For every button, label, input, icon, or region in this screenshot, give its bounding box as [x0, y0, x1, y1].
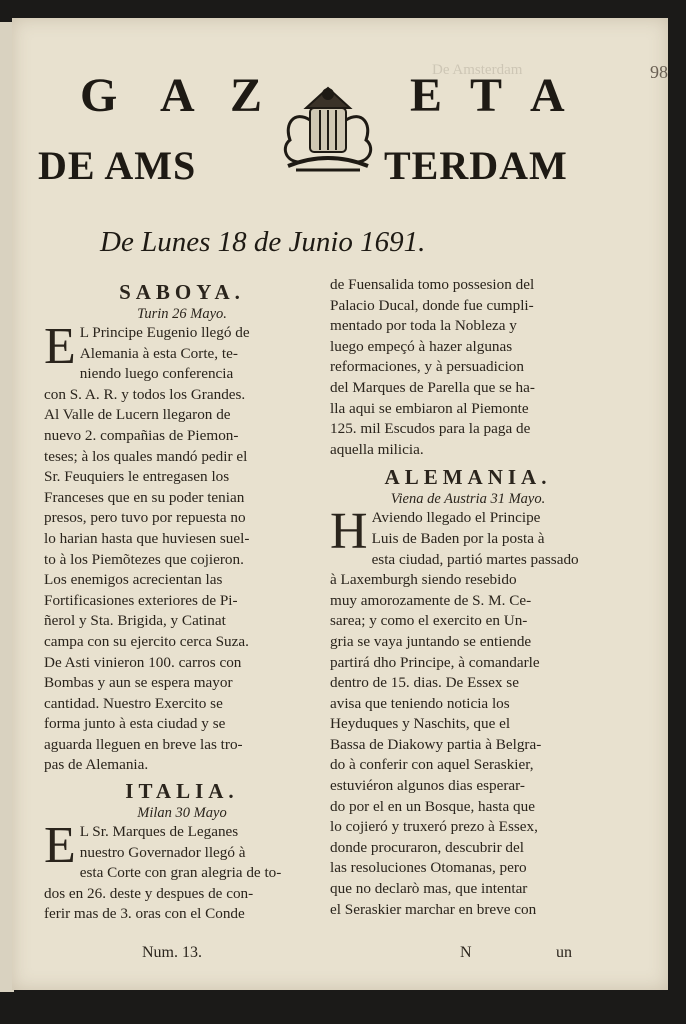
- text-line: pas de Alemania.: [44, 756, 149, 774]
- text-line: donde procuraron, descubrir del: [330, 838, 524, 856]
- article-italia: [44, 817, 320, 925]
- text-line: lla aqui se embiaron al Piemonte: [330, 399, 529, 417]
- masthead-letter: A: [530, 69, 567, 122]
- dateline-viena: Viena de Austria 31 Mayo.: [390, 491, 546, 508]
- text-line: niendo luego conferencia: [79, 365, 234, 383]
- right-column: [330, 275, 606, 920]
- text-line: que no declarò mas, que intentar: [330, 880, 528, 898]
- text-line: muy amorozamente de S. M. Ce-: [330, 591, 532, 609]
- text-line: nuestro Governador llegó à: [79, 843, 246, 861]
- masthead-letter: G: [80, 69, 120, 122]
- text-line: Luis de Baden por la posta à: [371, 529, 545, 547]
- issue-date: De Lunes 18 de Junio 1691.: [100, 226, 426, 258]
- text-line: presos, pero tuvo por repuesta no: [44, 509, 246, 527]
- text-line: to à los Piemõtezes que cojieron.: [44, 550, 244, 568]
- text-line: esta Corte con gran alegria de to-: [79, 864, 282, 882]
- drop-cap: E: [44, 318, 76, 375]
- masthead-right: TERDAM: [384, 143, 568, 188]
- text-line: Bombas y aun se espera mayor: [44, 674, 233, 692]
- text-line: de Fuensalida tomo possesion del: [330, 276, 535, 293]
- text-line: sarea; y como el exercito en Un-: [330, 612, 528, 630]
- text-line: el Seraskier marchar en breve con: [330, 900, 537, 918]
- amsterdam-coat-of-arms-icon: [276, 80, 380, 174]
- text-line: aguarda lleguen en breve las tro-: [44, 735, 243, 753]
- article-saboya: [44, 318, 320, 776]
- text-line: forma junto à esta ciudad y se: [44, 715, 226, 733]
- text-line: Sr. Feuquiers le entregasen los: [44, 468, 230, 486]
- text-line: avisa que teniendo noticia los: [330, 694, 510, 712]
- text-line: ñerol y Sta. Brigida, y Catinat: [44, 612, 226, 630]
- text-line: cantidad. Nuestro Exercito se: [44, 694, 223, 712]
- text-line: partirá dho Principe, à comandarle: [330, 653, 540, 671]
- text-line: De Asti vinieron 100. carros con: [44, 653, 242, 671]
- text-line: lo cojieró y truxeró prezo à Essex,: [330, 818, 538, 836]
- text-line: à Laxemburgh siendo resebido: [330, 571, 517, 589]
- text-line: del Marques de Parella que se ha-: [330, 378, 535, 396]
- text-line: Aviendo llegado el Principe: [371, 509, 541, 527]
- text-line: reformaciones, y à persuadicion: [330, 358, 524, 376]
- dateline-turin: Turin 26 Mayo.: [137, 306, 227, 322]
- text-line: dos en 26. deste y despues de con-: [44, 884, 254, 902]
- text-line: do por el en un Bosque, hasta que: [330, 797, 535, 815]
- masthead-letter: T: [470, 69, 505, 122]
- masthead-letter: A: [160, 69, 197, 122]
- section-heading-alemania: ALEMANIA.: [384, 465, 552, 490]
- masthead-letter: Z: [230, 69, 265, 122]
- text-line: do à conferir con aquel Seraskier,: [330, 756, 534, 774]
- masthead-left: DE AMS: [38, 143, 197, 188]
- text-line: las resoluciones Otomanas, pero: [330, 859, 527, 877]
- dateline-milan: Milan 30 Mayo: [137, 805, 227, 822]
- text-line: esta ciudad, partió martes passado: [371, 550, 579, 568]
- text-line: Bassa de Diakowy partia à Belgra-: [330, 735, 542, 753]
- issue-number: Num. 13.: [142, 944, 202, 961]
- text-line: luego empeçó à hazer algunas: [330, 337, 513, 355]
- section-heading-saboya: SABOYA.: [119, 280, 245, 304]
- text-line: Heyduques y Naschits, que el: [330, 715, 511, 733]
- text-line: Palacio Ducal, donde fue cumpli-: [330, 296, 534, 314]
- text-line: teses; à los quales mandó pedir el: [44, 447, 248, 465]
- text-line: Al Valle de Lucern llegaron de: [44, 406, 231, 424]
- article-body: [330, 503, 606, 920]
- text-line: nuevo 2. compañias de Piemon-: [44, 426, 239, 444]
- text-line: gria se vaya juntando se entiende: [330, 632, 532, 650]
- text-line: L Sr. Marques de Leganes: [79, 823, 239, 841]
- text-line: Alemania à esta Corte, te-: [79, 344, 238, 362]
- article-continuation: [330, 275, 606, 460]
- text-line: Franceses que en su poder tenian: [44, 488, 245, 506]
- text-line: Los enemigos acrecientan las: [44, 571, 223, 589]
- article-alemania: [330, 503, 606, 920]
- text-line: con S. A. R. y todos los Grandes.: [44, 385, 246, 403]
- text-line: estuviéron algunos dias esperar-: [330, 777, 525, 795]
- text-line: campa con su ejercito cerca Suza.: [44, 632, 249, 650]
- catchword: un: [556, 944, 572, 961]
- article-body: [44, 318, 320, 776]
- article-body: [44, 817, 320, 925]
- signature-mark: N: [460, 944, 472, 961]
- drop-cap: E: [44, 817, 76, 875]
- text-line: mentado por toda la Nobleza y: [330, 317, 517, 335]
- left-column: [44, 275, 320, 925]
- text-line: L Principe Eugenio llegó de: [79, 324, 250, 341]
- section-heading-italia: ITALIA.: [125, 779, 239, 804]
- page-number: 98: [650, 62, 668, 82]
- text-line: ferir mas de 3. oras con el Conde: [44, 905, 245, 923]
- masthead-letter: E: [410, 69, 445, 122]
- text-line: 125. mil Escudos para la paga de: [330, 420, 531, 438]
- drop-cap: H: [330, 503, 368, 561]
- show-through-text: De Amsterdam: [432, 62, 523, 78]
- text-line: lo harian hasta que huviesen suel-: [44, 529, 250, 547]
- text-line: aquella milicia.: [330, 440, 424, 458]
- text-line: dentro de 15. dias. De Essex se: [330, 674, 519, 692]
- text-line: Fortificasiones exteriores de Pi-: [44, 591, 238, 609]
